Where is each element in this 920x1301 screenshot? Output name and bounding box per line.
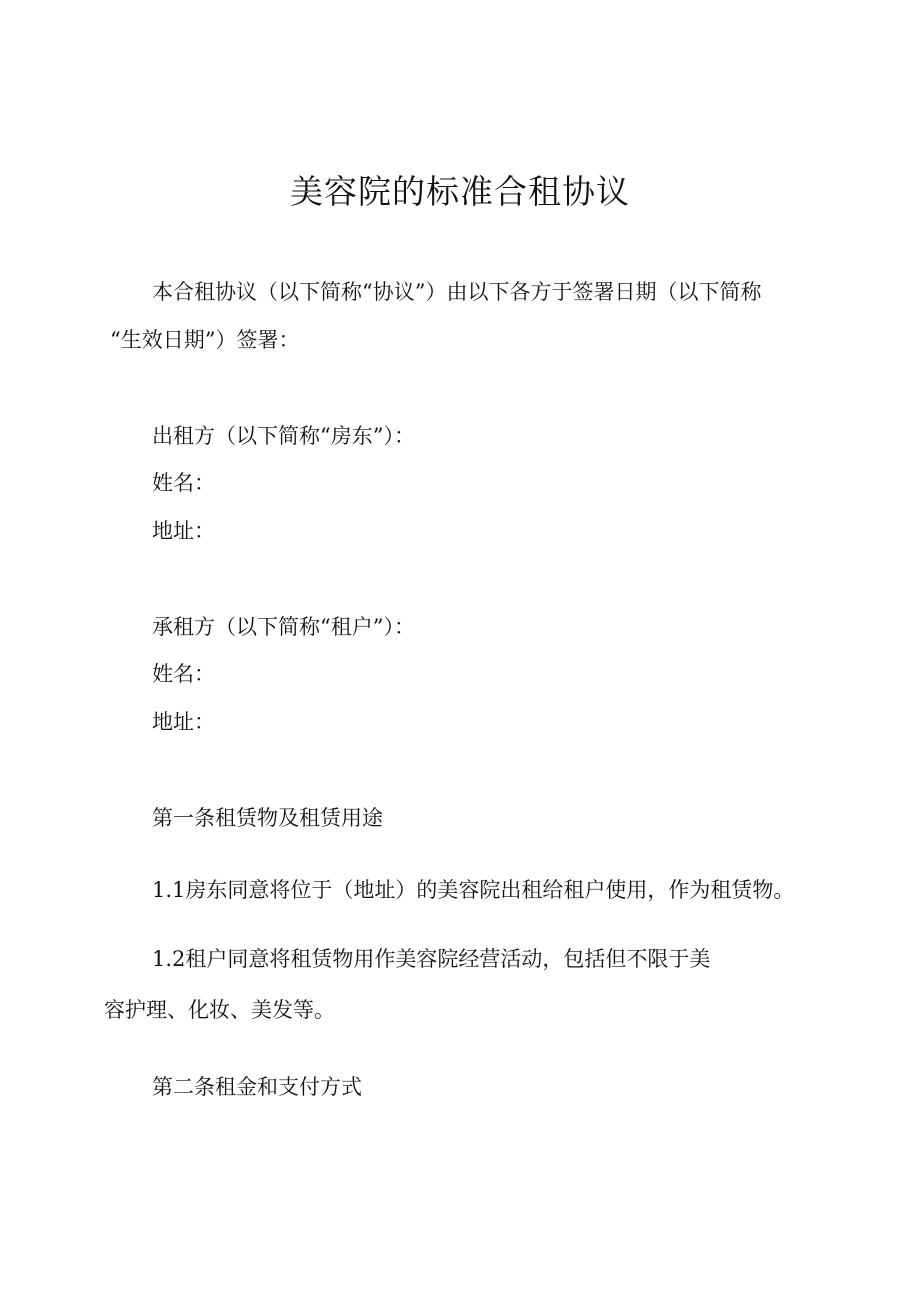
tenant-name-label: 姓名：	[152, 662, 215, 686]
clause-1-2-line-2: 容护理、化妆、美发等。	[104, 998, 335, 1022]
article-2-heading: 第二条租金和支付方式	[152, 1075, 362, 1099]
intro-line-1: 本合租协议（以下简称“协议”）由以下各方于签署日期（以下简称	[152, 280, 762, 304]
clause-1-1: 1.1房东同意将位于（地址）的美容院出租给租户使用，作为租赁物。	[152, 878, 795, 902]
document-title: 美容院的标准合租协议	[290, 172, 630, 211]
article-1-heading: 第一条租赁物及租赁用途	[152, 806, 383, 830]
intro-line-2: “生效日期”）签署：	[110, 328, 300, 352]
tenant-address-label: 地址：	[152, 710, 215, 734]
landlord-address-label: 地址：	[152, 519, 215, 543]
tenant-heading: 承租方（以下简称“租户”）：	[152, 615, 415, 639]
landlord-heading: 出租方（以下简称“房东”）：	[152, 424, 415, 448]
landlord-name-label: 姓名：	[152, 471, 215, 495]
clause-1-2-line-1: 1.2租户同意将租赁物用作美容院经营活动，包括但不限于美	[152, 947, 711, 971]
